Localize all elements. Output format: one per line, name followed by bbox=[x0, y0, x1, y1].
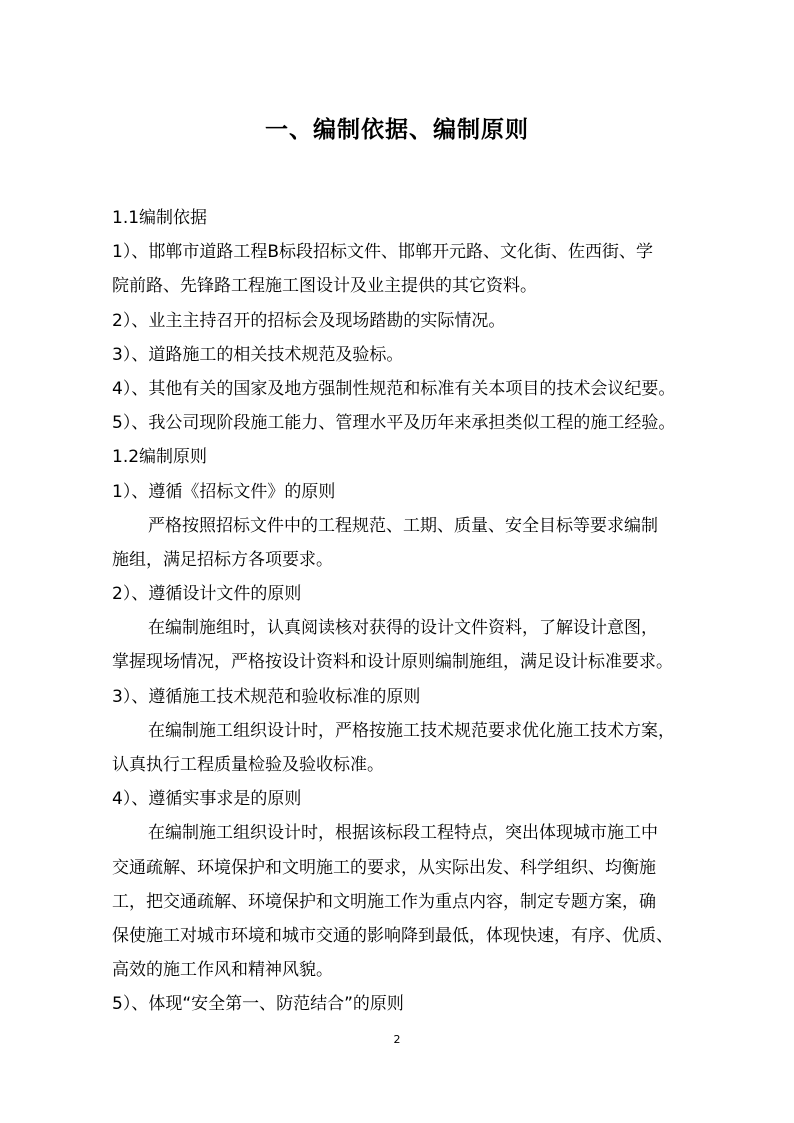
text-line: 4）、其他有关的国家及地方强制性规范和标准有关本项目的技术会议纪要。 bbox=[112, 378, 676, 399]
document-body bbox=[112, 201, 722, 1022]
text-line: 4）、遵循实事求是的原则 bbox=[112, 789, 302, 810]
text-line: 在编制施组时，认真阅读核对获得的设计文件资料，了解设计意图， bbox=[148, 618, 658, 639]
text-line: 交通疏解、环境保护和文明施工的要求，从实际出发、科学组织、均衡施 bbox=[112, 857, 656, 878]
text-line: 5）、我公司现阶段施工能力、管理水平及历年来承担类似工程的施工经验。 bbox=[112, 413, 676, 434]
text-line: 工，把交通疏解、环境保护和文明施工作为重点内容，制定专题方案，确 bbox=[112, 891, 656, 912]
text-line: 5）、体现“安全第一、防范结合”的原则 bbox=[112, 994, 404, 1015]
text-line: 1.1编制依据 bbox=[112, 208, 208, 228]
text-line: 保使施工对城市环境和城市交通的影响降到最低，体现快速，有序、优质、 bbox=[112, 925, 673, 946]
text-line: 1）、邯郸市道路工程B标段招标文件、邯郸开元路、文化街、佐西街、学 bbox=[112, 242, 653, 263]
text-line: 1）、遵循《招标文件》的原则 bbox=[112, 481, 336, 502]
text-line: 掌握现场情况，严格按设计资料和设计原则编制施组，满足设计标准要求。 bbox=[112, 652, 673, 673]
text-line: 3）、遵循施工技术规范和验收标准的原则 bbox=[112, 686, 421, 707]
text-line: 在编制施工组织设计时，根据该标段工程特点，突出体现城市施工中 bbox=[148, 823, 658, 844]
page-title: 一、编制依据、编制原则 bbox=[265, 117, 529, 143]
text-line: 严格按照招标文件中的工程规范、工期、质量、安全目标等要求编制 bbox=[148, 515, 658, 536]
text-line: 在编制施工组织设计时，严格按施工技术规范要求优化施工技术方案， bbox=[148, 720, 675, 741]
text-line: 2）、遵循设计文件的原则 bbox=[112, 584, 302, 605]
text-line: 院前路、先锋路工程施工图设计及业主提供的其它资料。 bbox=[112, 276, 537, 297]
text-line: 高效的施工作风和精神风貌。 bbox=[112, 960, 333, 981]
text-line: 2）、业主主持召开的招标会及现场踏勘的实际情况。 bbox=[112, 310, 506, 331]
text-line: 施组，满足招标方各项要求。 bbox=[112, 549, 333, 570]
text-line: 3）、道路施工的相关技术规范及验标。 bbox=[112, 344, 404, 365]
text-line: 认真执行工程质量检验及验收标准。 bbox=[112, 755, 384, 775]
text-line: 1.2编制原则 bbox=[112, 447, 208, 468]
page-number: 2 bbox=[393, 1033, 401, 1046]
